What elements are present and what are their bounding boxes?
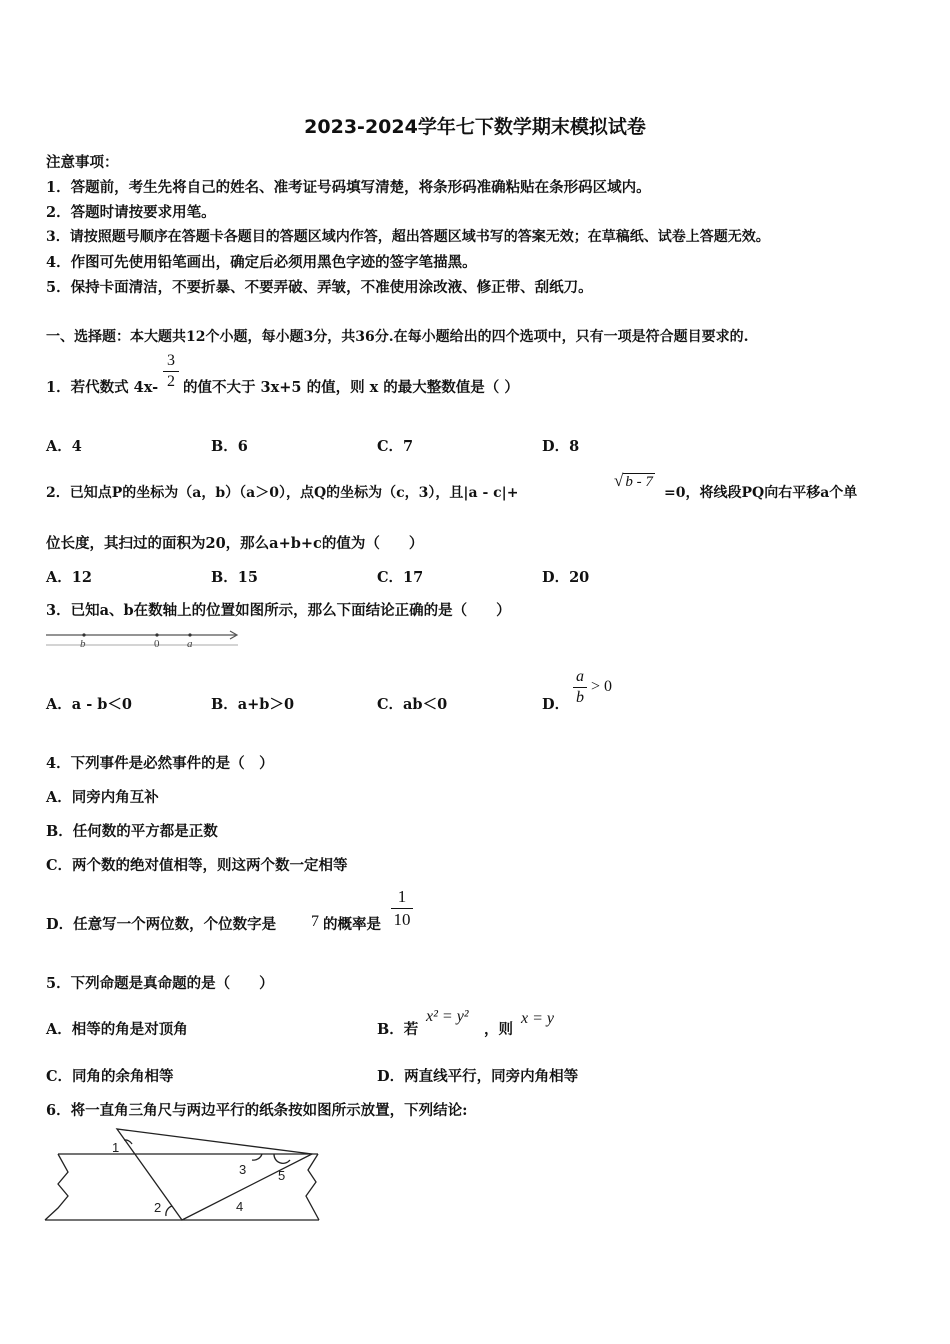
- q3-option-a: A．a - b＜0: [46, 696, 132, 713]
- q1-option-d: D．8: [542, 438, 580, 455]
- point-a: [188, 633, 191, 636]
- strip-left-edge: [45, 1154, 68, 1220]
- q3-option-c: C．ab＜0: [377, 696, 448, 713]
- q2-line2: 位长度，其扫过的面积为20，那么a+b+c的值为（ ）: [46, 535, 424, 552]
- q4-option-d-text: D．任意写一个两位数，个位数字是: [46, 916, 277, 933]
- q2-sqrt: √ b - 7: [614, 471, 653, 490]
- q6-stem: 6．将一直角三角尺与两边平行的纸条按如图所示放置，下列结论:: [46, 1102, 468, 1119]
- q2-option-c: C．17: [377, 569, 424, 586]
- q4-optd-den: 10: [393, 910, 411, 929]
- page-title: 2023-2024学年七下数学期末模拟试卷: [304, 116, 646, 138]
- label-b: b: [80, 638, 86, 650]
- q2-option-b: B．15: [211, 569, 258, 586]
- q2-option-a: A．12: [46, 569, 92, 586]
- angle-label-3: 3: [239, 1162, 247, 1177]
- angle-arc-3: [252, 1154, 262, 1160]
- notice-item: 2．答题时请按要求用笔。: [46, 204, 216, 221]
- notice-item: 3．请按照题号顺序在答题卡各题目的答题区域内作答，超出答题区域书写的答案无效；在草稿纸、试卷上答题无效。: [46, 229, 770, 245]
- angle-arc-5: [274, 1154, 290, 1163]
- q4-optd-digit: 7: [311, 913, 319, 930]
- q4-option-b: B．任何数的平方都是正数: [46, 823, 218, 840]
- q5-option-b-text: B．若: [377, 1021, 419, 1038]
- strip-right-edge: [306, 1154, 319, 1220]
- q1-option-c: C．7: [377, 438, 414, 455]
- triangle-strip-figure: [42, 1126, 324, 1228]
- angle-label-2: 2: [154, 1200, 162, 1215]
- q3-optd-num: a: [576, 668, 584, 685]
- notice-heading: 注意事项：: [46, 154, 119, 171]
- section-heading: 一、选择题：本大题共12个小题，每小题3分，共36分.在每小题给出的四个选项中，只有一项是符合题目要求的.: [46, 329, 749, 345]
- q1-frac-num: 3: [167, 352, 175, 369]
- q4-stem: 4．下列事件是必然事件的是（ ）: [46, 755, 274, 772]
- q3-optd-relation: > 0: [591, 678, 613, 695]
- q3-option-d: D．: [542, 696, 570, 713]
- q3-stem: 3．已知a、b在数轴上的位置如图所示，那么下面结论正确的是（ ）: [46, 602, 511, 619]
- point-zero: [155, 633, 158, 636]
- q4-option-a: A．同旁内角互补: [46, 789, 159, 806]
- q2-option-d: D．20: [542, 569, 590, 586]
- q2-radicand: b - 7: [625, 474, 653, 490]
- angle-label-4: 4: [236, 1199, 244, 1214]
- q1-prefix: 1．若代数式 4x-: [46, 379, 159, 396]
- q5-optb-eq2: x = y: [521, 1010, 554, 1027]
- number-line-figure: [44, 626, 244, 652]
- q1-fraction: [163, 352, 179, 391]
- notice-item: 1．答题前，考生先将自己的姓名、准考证号码填写清楚，将条形码准确粘贴在条形码区域内。: [46, 179, 651, 196]
- angle-arc-2: [166, 1206, 172, 1216]
- q4-option-d-text2: 的概率是: [323, 916, 381, 933]
- q5-option-a: A．相等的角是对顶角: [46, 1021, 188, 1038]
- q3-option-b: B．a+b＞0: [211, 696, 295, 713]
- q2-line1-b: =0，将线段PQ向右平移a个单: [664, 485, 858, 501]
- q5-option-c: C．同角的余角相等: [46, 1068, 174, 1085]
- q2-line1-a: 2．已知点P的坐标为（a，b）（a＞0），点Q的坐标为（c，3），且|a - c|+: [46, 485, 519, 501]
- q4-optd-fraction: [391, 887, 413, 930]
- q5-optb-eq1: x² = y²: [426, 1008, 469, 1025]
- q1-suffix: 的值不大于 3x+5 的值，则 x 的最大整数值是（ ）: [183, 379, 519, 396]
- q4-option-c: C．两个数的绝对值相等，则这两个数一定相等: [46, 857, 348, 874]
- notice-item: 4．作图可先使用铅笔画出，确定后必须用黑色字迹的签字笔描黑。: [46, 254, 477, 271]
- q5-option-b-then: ，则: [484, 1021, 513, 1038]
- angle-label-1: 1: [112, 1140, 120, 1155]
- label-zero: 0: [154, 638, 160, 650]
- q1-option-b: B．6: [211, 438, 248, 455]
- label-a: a: [187, 638, 193, 650]
- q4-optd-num: 1: [397, 887, 407, 906]
- point-b: [82, 633, 85, 636]
- notice-item: 5．保持卡面清洁，不要折暴、不要弄破、弄皱，不准使用涂改液、修正带、刮纸刀。: [46, 279, 593, 296]
- angle-label-5: 5: [278, 1168, 286, 1183]
- q1-option-a: A．4: [46, 438, 82, 455]
- q5-stem: 5．下列命题是真命题的是（ ）: [46, 975, 274, 992]
- q3-optd-den: b: [576, 689, 584, 706]
- q5-option-d: D．两直线平行，同旁内角相等: [377, 1068, 579, 1085]
- q3-optd-fraction: [573, 668, 587, 707]
- q1-frac-den: 2: [167, 373, 175, 390]
